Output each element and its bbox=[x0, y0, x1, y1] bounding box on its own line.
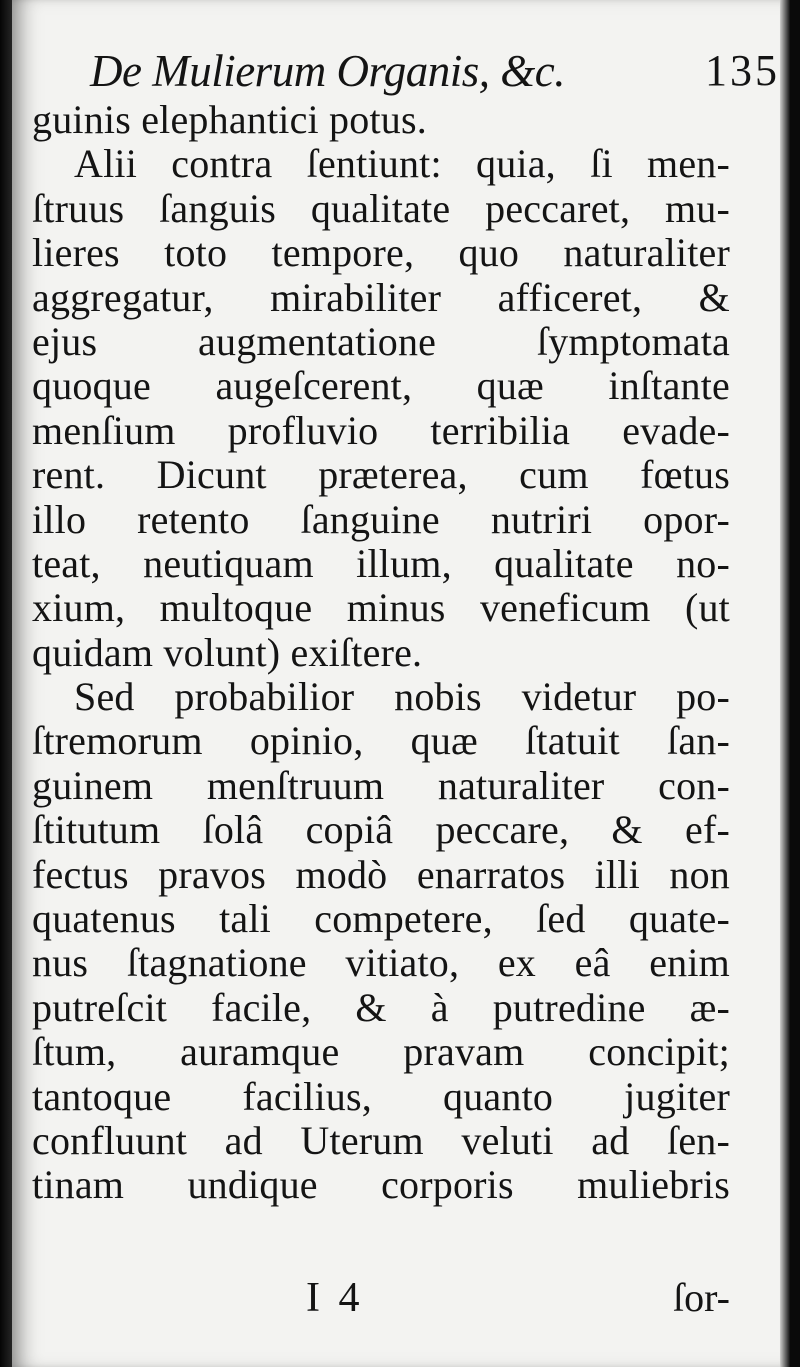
text-line: quatenus tali competere, ſed quate- bbox=[32, 897, 730, 942]
page-header bbox=[90, 42, 780, 100]
page-edge-shadow bbox=[780, 0, 790, 1367]
text-line: Alii contra ſentiunt: quia, ſi men- bbox=[74, 142, 730, 187]
page-footer bbox=[32, 1273, 730, 1323]
text-line: confluunt ad Uterum veluti ad ſen- bbox=[32, 1118, 730, 1163]
text-line: ſtitutum ſolâ copiâ peccare, & ef- bbox=[32, 808, 730, 853]
text-line: illo retento ſanguine nutriri opor- bbox=[32, 497, 730, 542]
text-line: xium, multoque minus veneficum (ut bbox=[32, 586, 730, 631]
book-page bbox=[12, 0, 790, 1367]
text-line: nus ſtagnatione vitiato, ex eâ enim bbox=[32, 941, 730, 986]
body-text bbox=[32, 98, 730, 1208]
text-line: Sed probabilior nobis videtur po- bbox=[74, 675, 730, 720]
text-line: tinam undique corporis muliebris bbox=[32, 1163, 730, 1208]
text-line: ſtruus ſanguis qualitate peccaret, mu- bbox=[32, 186, 730, 231]
text-line: ſtremorum opinio, quæ ſtatuit ſan- bbox=[32, 719, 730, 764]
page-number: 135 bbox=[705, 46, 780, 95]
text-line: ejus augmentatione ſymptomata bbox=[32, 319, 730, 364]
text-line: putreſcit facile, & à putredine æ- bbox=[32, 985, 730, 1030]
text-line: guinis elephantici potus. bbox=[32, 98, 427, 142]
text-line: lieres toto tempore, quo naturaliter bbox=[32, 231, 730, 276]
text-line: ſtum, auramque pravam concipit; bbox=[32, 1030, 730, 1075]
signature-mark: I 4 bbox=[306, 1275, 364, 1321]
running-title: De Mulierum Organis, &c. bbox=[90, 46, 566, 96]
text-line: guinem menſtruum naturaliter con- bbox=[32, 763, 730, 808]
text-line: rent. Dicunt præterea, cum fœtus bbox=[32, 453, 730, 498]
text-line: teat, neutiquam illum, qualitate no- bbox=[32, 541, 730, 586]
text-line: quidam volunt) exiſtere. bbox=[32, 630, 423, 675]
text-line: tantoque facilius, quanto jugiter bbox=[32, 1074, 730, 1119]
text-line: aggregatur, mirabiliter afficeret, & bbox=[32, 275, 730, 320]
catchword: ſor- bbox=[673, 1275, 730, 1320]
text-line: fectus pravos modò enarratos illi non bbox=[32, 852, 730, 897]
text-line: quoque augeſcerent, quæ inſtante bbox=[32, 364, 730, 409]
text-line: menſium profluvio terribilia evade- bbox=[32, 408, 730, 453]
